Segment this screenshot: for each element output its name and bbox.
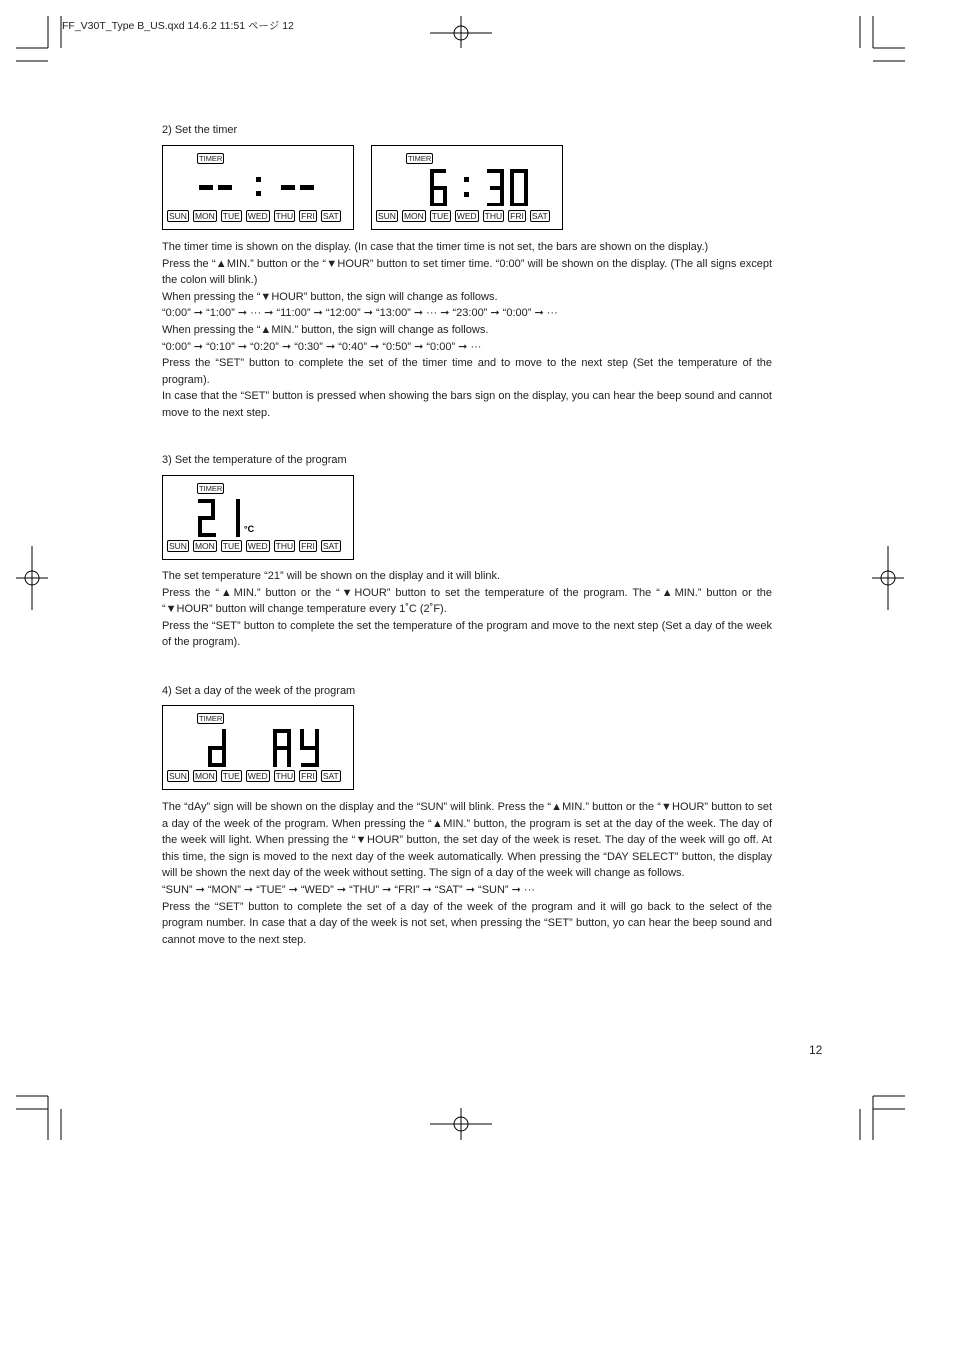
temperature-text [162, 568, 772, 651]
day-mon: MON [194, 541, 215, 551]
sequence-line: “0:00” ➞ “0:10” ➞ “0:20” ➞ “0:30” ➞ “0:40” ➞ “0:50” ➞ “0:00” ➞ ··· [162, 340, 482, 353]
day-row [167, 540, 341, 552]
section-heading-timer: 2) Set the timer [162, 124, 238, 136]
day-sun: SUN [378, 211, 396, 221]
paragraph: Press the “SET” button to complete the set the temperature of the program and move to the next step (Set a day of the week of the program). [162, 619, 772, 649]
sequence-line: “0:00” ➞ “1:00” ➞ ··· ➞ “11:00” ➞ “12:00” ➞ “13:00” ➞ ··· ➞ “23:00” ➞ “0:00” ➞ ··· [162, 307, 558, 320]
lcd-segments-temperature [163, 476, 353, 540]
day-sat: SAT [322, 771, 339, 781]
day-tue: TUE [431, 211, 449, 221]
day-sat: SAT [322, 211, 339, 221]
paragraph: The set temperature “21” will be shown on the display and it will blink. [162, 570, 501, 582]
section-heading-day: 4) Set a day of the week of the program [162, 685, 356, 697]
timer-tag: TIMER [199, 714, 223, 723]
paragraph: When pressing the “▼HOUR” button, the sign will change as follows. [162, 290, 498, 303]
day-wed: WED [247, 541, 268, 551]
day-fri: FRI [301, 211, 315, 221]
day-tue: TUE [222, 541, 240, 551]
day-mon: MON [194, 211, 215, 221]
day-thu: THU [275, 211, 294, 221]
day-text [162, 799, 772, 948]
day-mon: MON [403, 211, 424, 221]
sequence-line: “SUN” ➞ “MON” ➞ “TUE” ➞ “WED” ➞ “THU” ➞ “FRI” ➞ “SAT” ➞ “SUN” ➞ ··· [162, 883, 535, 896]
day-wed: WED [247, 211, 268, 221]
day-sun: SUN [169, 771, 187, 781]
paragraph: Press the “▲MIN.” button or the “▼HOUR” button to set the temperature of the program. The “▲MIN.” button or the “▼HOUR” button will change temperature every 1˚C (2˚F). [162, 586, 772, 616]
day-fri: FRI [301, 541, 315, 551]
day-wed: WED [247, 771, 268, 781]
paragraph: Press the “SET” button to complete the set of the timer time and to move to the next step (Set the temperature of the program). [162, 357, 772, 386]
temp-unit-label: °C [244, 524, 255, 534]
paragraph: The timer time is shown on the display. (In case that the timer time is not set, the bars are shown on the display.) [162, 241, 709, 253]
day-thu: THU [275, 771, 294, 781]
lcd-display-time [371, 145, 563, 230]
paragraph: Press the “▲MIN.” button or the “▼HOUR” button to set timer time. “0:00” will be shown on the display. (The all signs except the colon will blink.) [162, 257, 772, 287]
file-header: FF_V30T_Type B_US.qxd 14.6.2 11:51 ページ 12 [62, 20, 294, 32]
timer-text [162, 239, 772, 422]
lcd-segments-bars [163, 146, 353, 206]
day-tue: TUE [222, 211, 240, 221]
day-row [167, 770, 341, 782]
day-fri: FRI [301, 771, 315, 781]
lcd-display-temperature [162, 475, 354, 560]
lcd-segments-day [163, 706, 353, 770]
day-sat: SAT [322, 541, 339, 551]
timer-tag: TIMER [199, 484, 223, 493]
day-thu: THU [484, 211, 503, 221]
day-tue: TUE [222, 771, 240, 781]
day-fri: FRI [510, 211, 524, 221]
day-sat: SAT [531, 211, 548, 221]
paragraph: Press the “SET” button to complete the set of a day of the week of the program and it will go back to the select of the program number. In case that a day of the week is not set, when pressing the “SET” button, yo can hear the beep sound and cannot move to the next step. [162, 900, 772, 946]
day-sun: SUN [169, 541, 187, 551]
paragraph: When pressing the “▲MIN.” button, the sign will change as follows. [162, 323, 489, 336]
lcd-segments-time [372, 146, 562, 206]
timer-tag: TIMER [408, 154, 432, 163]
paragraph: In case that the “SET” button is pressed when showing the bars sign on the display, you can hear the beep sound and cannot move to the next step. [162, 390, 772, 419]
day-mon: MON [194, 771, 215, 781]
section-heading-temperature: 3) Set the temperature of the program [162, 454, 347, 466]
day-thu: THU [275, 541, 294, 551]
day-row [167, 210, 341, 222]
lcd-display-day [162, 705, 354, 790]
lcd-display-bars [162, 145, 354, 230]
day-sun: SUN [169, 211, 187, 221]
paragraph: The “dAy” sign will be shown on the display and the “SUN” will blink. Press the “▲MIN.” button or the “▼HOUR” button to set a day of the week of the program. When pressing the “▲MIN.” button, the program is set at the day of the week. The day of the week will light. When pressing the “▼HOUR” button, the set day of the week is reset. The day of the week will go off. At this time, the sign is moved to the next day of the week automatically. When pressing the “DAY SELECT” button, the display will be shown the next day of the week without setting. The sign of a day of the week will change as follows. [162, 801, 772, 880]
day-wed: WED [456, 211, 477, 221]
day-row [376, 210, 550, 222]
page-number: 12 [809, 1043, 823, 1057]
timer-tag: TIMER [199, 154, 223, 163]
